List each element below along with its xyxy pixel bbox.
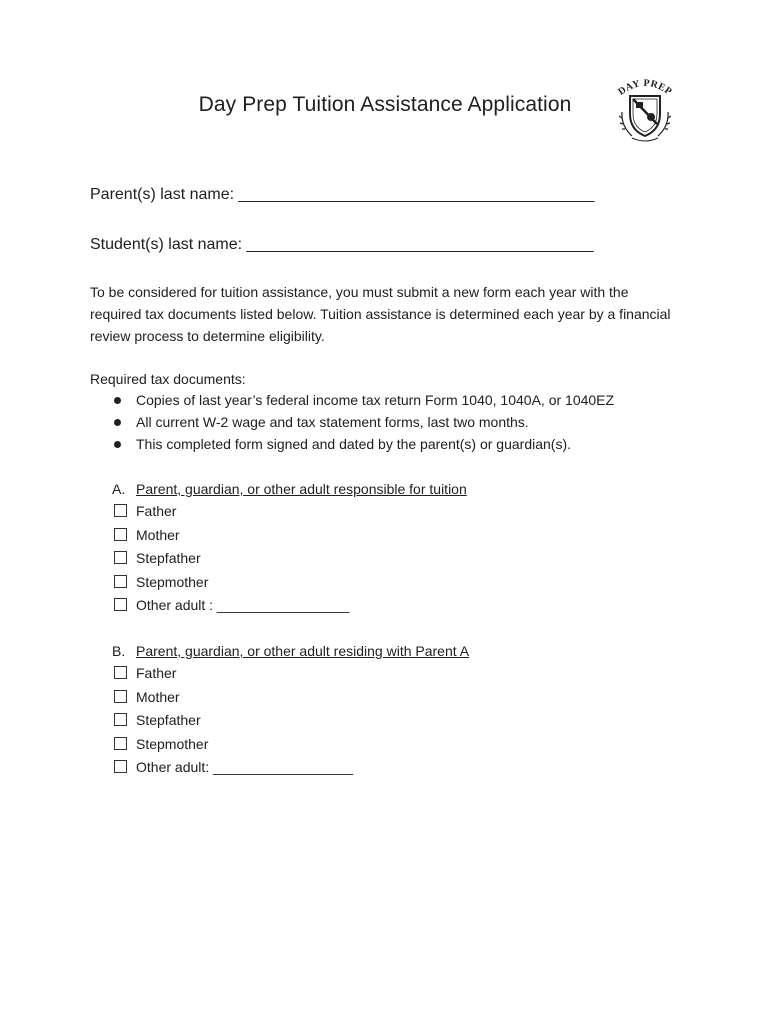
checkbox-option (114, 733, 353, 757)
checkbox[interactable] (114, 551, 127, 564)
section-a-heading (112, 478, 467, 500)
student-last-name-field[interactable]: Student(s) last name: _______________________________________ (90, 236, 594, 253)
parent-last-name-field[interactable]: Parent(s) last name: ________________________________________ (90, 186, 595, 203)
section-a-options (114, 500, 349, 618)
checkbox[interactable] (114, 690, 127, 703)
checkbox[interactable] (114, 713, 127, 726)
checkbox-option (114, 524, 349, 548)
list-item (90, 411, 614, 433)
checkbox[interactable] (114, 575, 127, 588)
checkbox[interactable] (114, 598, 127, 611)
section-letter: B. (112, 643, 126, 659)
option-label: Mother (136, 688, 180, 705)
option-label: Father (136, 503, 177, 519)
day-prep-logo (612, 74, 678, 146)
checkbox-option (114, 571, 349, 595)
option-label[interactable]: Other adult: __________________ (136, 759, 354, 776)
checkbox-option (114, 686, 353, 710)
option-label: Stepfather (136, 712, 201, 729)
bullet-icon (114, 441, 121, 448)
checkbox[interactable] (114, 666, 127, 679)
required-docs-heading: Required tax documents: (90, 371, 246, 387)
svg-text:DAY PREP: DAY PREP (616, 77, 674, 98)
checkbox-option (114, 756, 353, 780)
option-label: Mother (136, 526, 180, 543)
required-docs-list (90, 389, 614, 455)
checkbox[interactable] (114, 528, 127, 541)
intro-paragraph: To be considered for tuition assistance, you must submit a new form each year with the required tax documents listed below. Tuition assistance is determined each year by a financial review process to determine eligibility. (90, 284, 671, 344)
list-item-text: Copies of last year’s federal income tax return Form 1040, 1040A, or 1040EZ (136, 392, 615, 408)
option-label: Stepfather (136, 550, 201, 567)
checkbox-option (114, 662, 353, 686)
option-label: Stepmother (136, 735, 209, 752)
option-label: Father (136, 665, 177, 681)
checkbox-option (114, 500, 349, 524)
checkbox-option (114, 547, 349, 571)
bullet-icon (114, 397, 121, 404)
checkbox[interactable] (114, 504, 127, 517)
list-item-text: All current W-2 wage and tax statement forms, last two months. (136, 414, 529, 430)
checkbox-option (114, 594, 349, 618)
checkbox[interactable] (114, 737, 127, 750)
section-b-heading (112, 640, 469, 662)
list-item (90, 433, 614, 455)
list-item (90, 389, 614, 411)
list-item-text: This completed form signed and dated by the parent(s) or guardian(s). (136, 436, 572, 452)
section-b-options (114, 662, 353, 780)
checkbox-option (114, 709, 353, 733)
bullet-icon (114, 419, 121, 426)
section-heading-text: Parent, guardian, or other adult residing with Parent A (136, 643, 470, 659)
section-heading-text: Parent, guardian, or other adult responsible for tuition (136, 481, 467, 497)
section-letter: A. (112, 481, 126, 497)
checkbox[interactable] (114, 760, 127, 773)
option-label[interactable]: Other adult : _________________ (136, 597, 350, 614)
page-title: Day Prep Tuition Assistance Application (198, 93, 572, 116)
option-label: Stepmother (136, 573, 209, 590)
